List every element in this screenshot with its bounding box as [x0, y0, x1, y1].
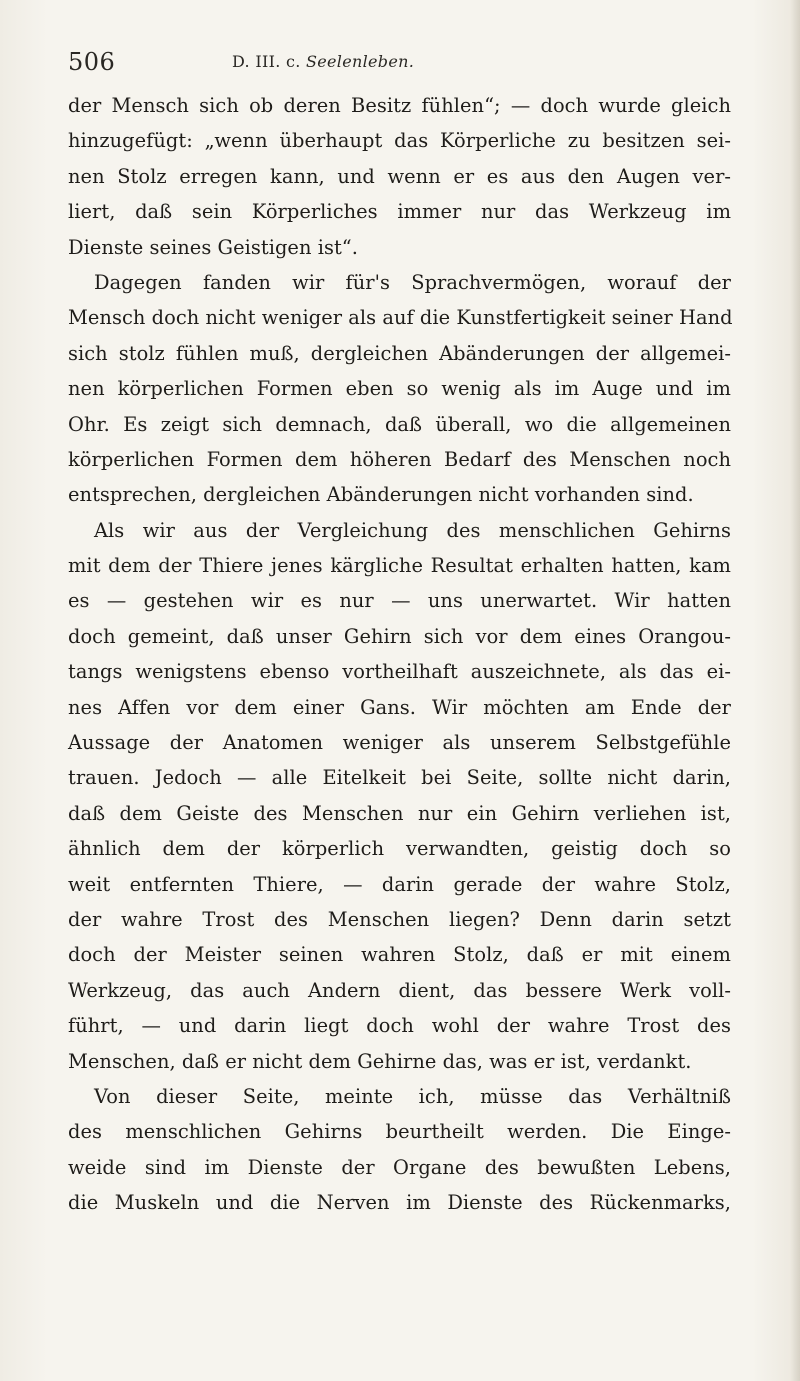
text-line: tangs wenigstens ebenso vortheilhaft auszeichnete, als das ei-	[68, 660, 731, 684]
text-line: ähnlich dem der körperlich verwandten, geistig doch so	[68, 837, 731, 861]
text-line: Dienste seines Geistigen ist“.	[68, 235, 358, 259]
text-line: mit dem der Thiere jenes kärgliche Resultat erhalten hatten, kam	[68, 554, 731, 578]
text-line: liert, daß sein Körperliches immer nur das Werkzeug im	[68, 200, 731, 224]
text-line: Werkzeug, das auch Andern dient, das bessere Werk voll-	[68, 978, 731, 1002]
text-line: Ohr. Es zeigt sich demnach, daß überall, wo die allgemeinen	[68, 412, 731, 436]
page-header	[68, 48, 728, 78]
text-line: trauen. Jedoch — alle Eitelkeit bei Seite, sollte nicht darin,	[68, 766, 731, 790]
text-line: Von dieser Seite, meinte ich, müsse das Verhältniß	[94, 1084, 731, 1108]
text-line: sich stolz fühlen muß, dergleichen Abänderungen der allgemei-	[68, 341, 731, 365]
text-line: nen Stolz erregen kann, und wenn er es aus den Augen ver-	[68, 164, 731, 188]
text-line: entsprechen, dergleichen Abänderungen nicht vorhanden sind.	[68, 483, 694, 507]
text-line: Mensch doch nicht weniger als auf die Kunstfertigkeit seiner Hand	[68, 306, 733, 330]
text-line: Menschen, daß er nicht dem Gehirne das, was er ist, verdankt.	[68, 1049, 692, 1073]
text-line: Dagegen fanden wir für's Sprachvermögen, worauf der	[94, 270, 731, 294]
text-line: Aussage der Anatomen weniger als unserem Selbstgefühle	[68, 731, 731, 755]
text-line: führt, — und darin liegt doch wohl der wahre Trost des	[68, 1014, 731, 1038]
text-line: nes Affen vor dem einer Gans. Wir möchten am Ende der	[68, 695, 731, 719]
text-line: Als wir aus der Vergleichung des menschlichen Gehirns	[94, 518, 731, 542]
running-head	[232, 52, 414, 71]
running-head-section: Seelenleben.	[306, 52, 415, 71]
text-line: daß dem Geiste des Menschen nur ein Gehirn verliehen ist,	[68, 801, 731, 825]
text-line: weit entfernten Thiere, — darin gerade der wahre Stolz,	[68, 872, 731, 896]
text-line: hinzugefügt: „wenn überhaupt das Körperliche zu besitzen sei-	[68, 129, 731, 153]
page-edge-shadow	[790, 0, 800, 1381]
text-line: nen körperlichen Formen eben so wenig als im Auge und im	[68, 377, 731, 401]
text-line: des menschlichen Gehirns beurtheilt werden. Die Einge-	[68, 1120, 731, 1144]
text-line: körperlichen Formen dem höheren Bedarf des Menschen noch	[68, 447, 731, 471]
page-number: 506	[68, 48, 116, 76]
text-line: es — gestehen wir es nur — uns unerwartet. Wir hatten	[68, 589, 731, 613]
text-line: doch gemeint, daß unser Gehirn sich vor dem eines Orangou-	[68, 624, 731, 648]
text-line: die Muskeln und die Nerven im Dienste des Rückenmarks,	[68, 1191, 731, 1215]
body-text	[68, 88, 731, 1221]
text-line: der Mensch sich ob deren Besitz fühlen“; — doch wurde gleich	[68, 94, 731, 117]
text-line: doch der Meister seinen wahren Stolz, daß er mit einem	[68, 943, 731, 967]
text-line: der wahre Trost des Menschen liegen? Denn darin setzt	[68, 907, 731, 931]
running-head-part: D. III. c.	[232, 52, 301, 71]
text-line: weide sind im Dienste der Organe des bewußten Lebens,	[68, 1155, 731, 1179]
